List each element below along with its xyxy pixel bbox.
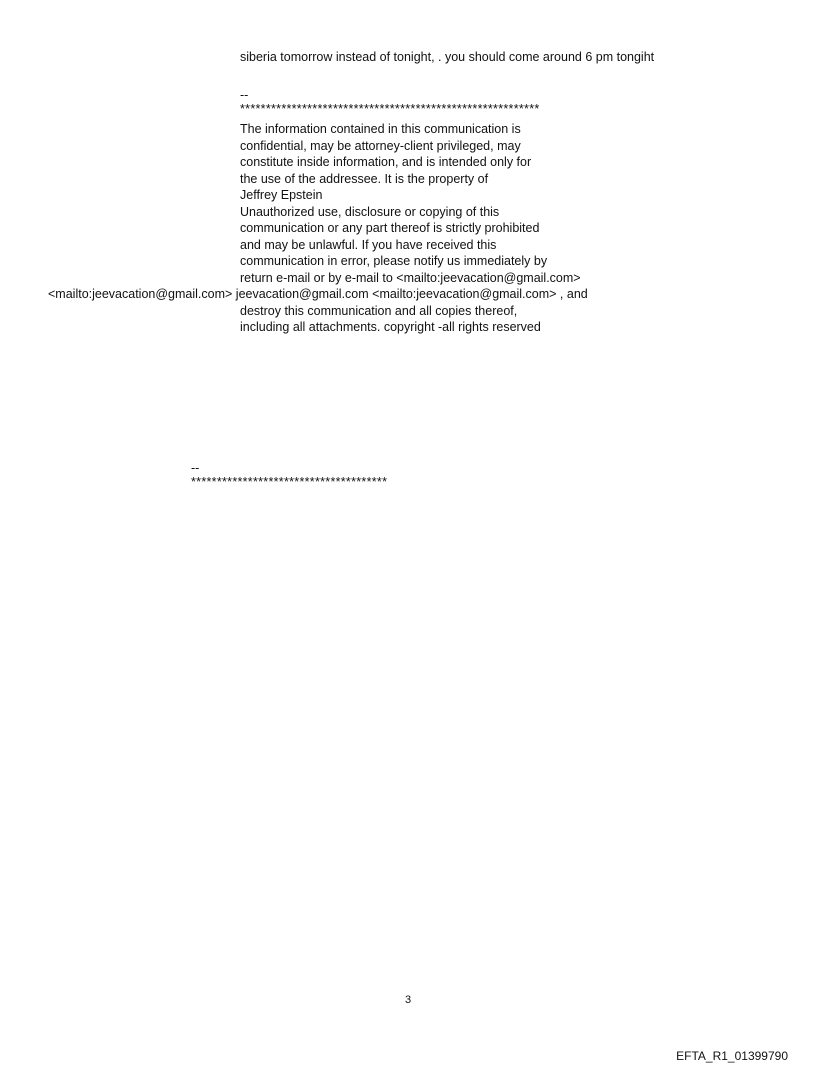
- message-line: siberia tomorrow instead of tonight, . you should come around 6 pm tongiht: [240, 50, 655, 64]
- signature-dashes-2: --: [191, 461, 200, 475]
- disclaimer-line: constitute inside information, and is intended only for: [240, 155, 532, 169]
- mailto-link-right: jeevacation@gmail.com <mailto:jeevacation@gmail.com> , and: [232, 287, 588, 301]
- mailto-link-left: <mailto:jeevacation@gmail.com>: [48, 287, 233, 301]
- disclaimer-line: the use of the addressee. It is the property of: [240, 172, 489, 186]
- disclaimer-line: communication in error, please notify us immediately by: [240, 254, 548, 268]
- signature-stars-2: **************************************: [191, 475, 388, 489]
- closing-line: including all attachments. copyright -all rights reserved: [240, 320, 541, 334]
- disclaimer-line: The information contained in this communication is: [240, 122, 521, 136]
- disclaimer-line: confidential, may be attorney-client privileged, may: [240, 139, 521, 153]
- mailto-wrap-line: [48, 286, 588, 302]
- page-number: 3: [404, 994, 412, 1006]
- disclaimer-line: communication or any part thereof is strictly prohibited: [240, 221, 540, 235]
- bates-number: EFTA_R1_01399790: [676, 1049, 788, 1063]
- disclaimer-line: return e-mail or by e-mail to <mailto:jeevacation@gmail.com>: [240, 271, 581, 285]
- signature-stars: **********************************************************: [240, 102, 540, 116]
- closing-line: destroy this communication and all copies thereof,: [240, 304, 518, 318]
- disclaimer-line: Unauthorized use, disclosure or copying of this: [240, 205, 500, 219]
- disclaimer-line: and may be unlawful. If you have received this: [240, 238, 497, 252]
- signature-dashes: --: [240, 88, 249, 102]
- disclaimer-line: Jeffrey Epstein: [240, 188, 323, 202]
